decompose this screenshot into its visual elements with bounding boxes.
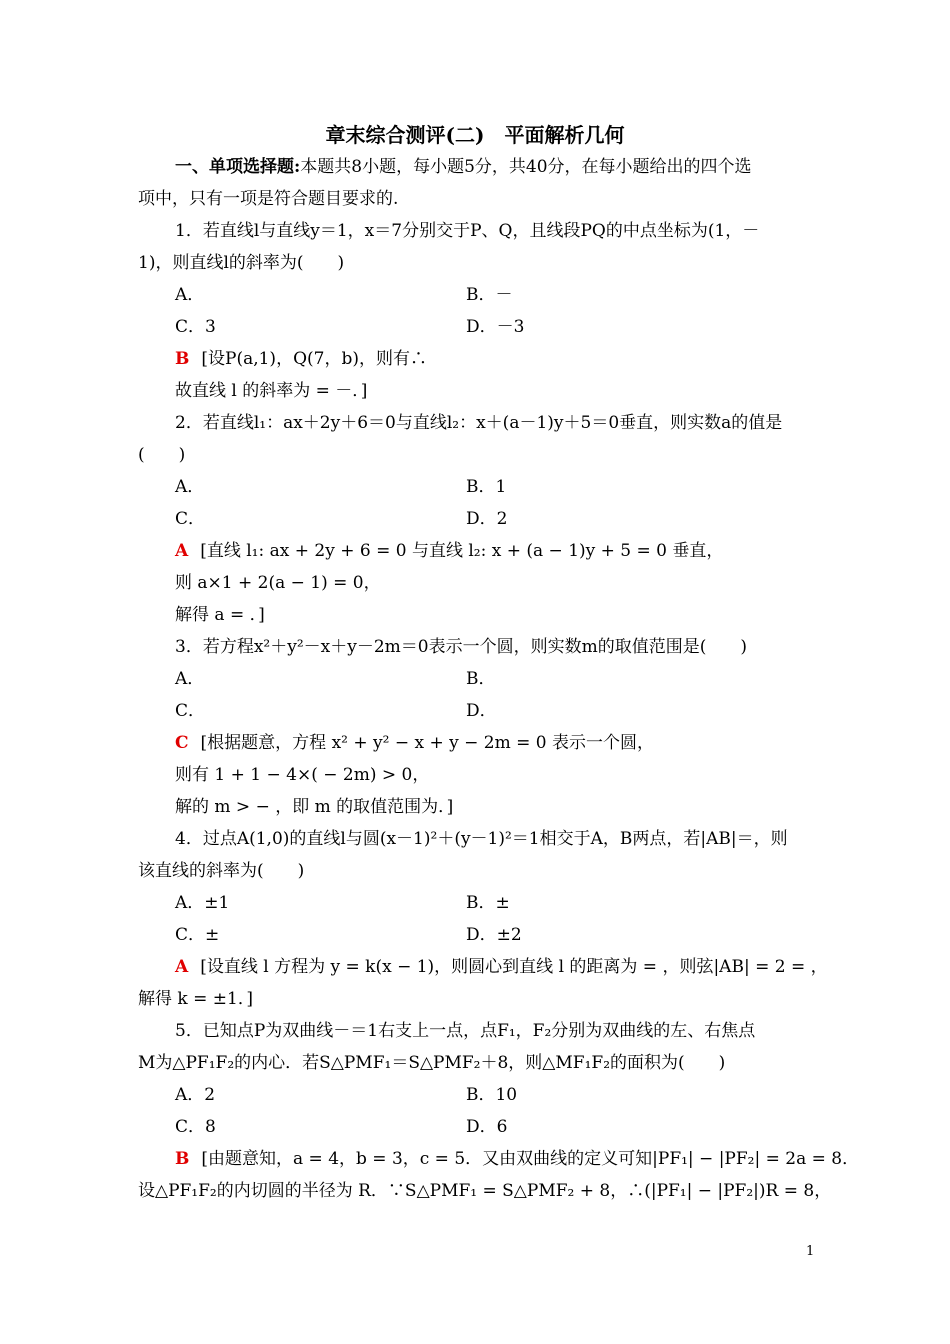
- q3-answer: C: [175, 733, 189, 753]
- section-intro-line-1: [175, 152, 815, 182]
- q2-option-a: A．: [175, 477, 205, 497]
- q1-stem-line-1: 1．若直线l与直线y＝1，x＝7分别交于P、Q，且线段PQ的中点坐标为(1，－: [175, 221, 760, 241]
- q5-stem-line-1: 5．已知点P为双曲线－＝1右支上一点，点F₁，F₂分别为双曲线的左、右焦点: [175, 1021, 756, 1041]
- q2-answer: A: [175, 541, 189, 561]
- q5-solution-line-2: 设△PF₁F₂的内切圆的半径为 R．∵S△PMF₁ = S△PMF₂ + 8，∴(|PF₁| − |PF₂|)R = 8，: [138, 1181, 832, 1201]
- q4-option-c: C．±: [175, 925, 220, 945]
- q5-solution-text-1: [由题意知，a = 4，b = 3，c = 5．又由双曲线的定义可知|PF₁| − |PF₂| = 2a = 8．: [201, 1149, 860, 1169]
- q1-solution-line-2: 故直线 l 的斜率为 = －．]: [175, 381, 368, 401]
- q4-option-b: B．±: [466, 893, 510, 913]
- q3-solution-line-1: [175, 728, 815, 758]
- q4-solution-line-1: [175, 952, 828, 982]
- q1-answer: B: [175, 349, 190, 369]
- q2-solution-line-2: 则 a×1 + 2(a − 1) = 0，: [175, 573, 381, 593]
- q2-solution-line-1: [175, 536, 815, 566]
- q5-option-c: C．8: [175, 1117, 216, 1137]
- q2-option-d: D．2: [466, 509, 508, 529]
- q1-stem-line-2: 1)，则直线l的斜率为( ): [138, 253, 345, 273]
- q3-solution-text-1: [根据题意，方程 x² + y² − x + y − 2m = 0 表示一个圆，: [200, 733, 654, 753]
- q2-stem-line-1: 2．若直线l₁：ax＋2y＋6＝0与直线l₂：x＋(a－1)y＋5＝0垂直，则实数a的值是: [175, 413, 783, 433]
- q3-solution-line-3: 解的 m > − ，即 m 的取值范围为．]: [175, 797, 454, 817]
- q4-option-d: D．±2: [466, 925, 522, 945]
- q4-solution-line-2: 解得 k = ±1．]: [138, 989, 253, 1009]
- q2-stem-line-2: ( ): [138, 445, 186, 465]
- q2-option-b: B．1: [466, 477, 507, 497]
- q3-option-a: A．: [175, 669, 205, 689]
- q5-option-d: D．6: [466, 1117, 508, 1137]
- q3-stem-line-1: 3．若方程x²＋y²－x＋y－2m＝0表示一个圆，则实数m的取值范围是( ): [175, 637, 747, 657]
- q1-solution-text-1: [设P(a,1)，Q(7，b)，则有∴: [201, 349, 427, 369]
- q1-option-b: B．－: [466, 285, 513, 305]
- q3-option-d: D．: [466, 701, 497, 721]
- q2-solution-text-1: [直线 l₁: ax + 2y + 6 = 0 与直线 l₂: x + (a − 1)y + 5 = 0 垂直，: [200, 541, 724, 561]
- page-number: 1: [806, 1244, 815, 1259]
- page-title: 章末综合测评(二) 平面解析几何: [325, 123, 625, 147]
- q5-option-b: B．10: [466, 1085, 518, 1105]
- q3-option-c: C．: [175, 701, 206, 721]
- q4-option-a: A．±1: [175, 893, 230, 913]
- q5-solution-line-1: [175, 1144, 860, 1174]
- q1-option-c: C．3: [175, 317, 216, 337]
- q5-stem-line-2: M为△PF₁F₂的内心．若S△PMF₁＝S△PMF₂＋8，则△MF₁F₂的面积为( ): [138, 1053, 726, 1073]
- q1-option-d: D．－3: [466, 317, 525, 337]
- q5-option-a: A．2: [175, 1085, 216, 1105]
- q3-solution-line-2: 则有 1 + 1 − 4×( − 2m) > 0，: [175, 765, 430, 785]
- q2-option-c: C．: [175, 509, 206, 529]
- section-intro-line-2: 项中，只有一项是符合题目要求的.: [138, 189, 399, 209]
- q4-solution-text-1: [设直线 l 方程为 y = k(x − 1)，则圆心到直线 l 的距离为 = ，则弦|AB| = 2 = ，: [200, 957, 828, 977]
- q4-answer: A: [175, 957, 189, 977]
- section-heading: 一、单项选择题:: [175, 157, 301, 177]
- q1-option-a: A．: [175, 285, 205, 305]
- q3-option-b: B．: [466, 669, 496, 689]
- q2-solution-line-3: 解得 a = ．]: [175, 605, 265, 625]
- section-intro-text: 本题共8小题，每小题5分，共40分，在每小题给出的四个选: [300, 157, 752, 177]
- q4-stem-line-1: 4．过点A(1,0)的直线l与圆(x－1)²＋(y－1)²＝1相交于A，B两点，若|AB|＝，则: [175, 829, 788, 849]
- q1-solution-line-1: [175, 344, 815, 374]
- q5-answer: B: [175, 1149, 190, 1169]
- q4-stem-line-2: 该直线的斜率为( ): [138, 861, 305, 881]
